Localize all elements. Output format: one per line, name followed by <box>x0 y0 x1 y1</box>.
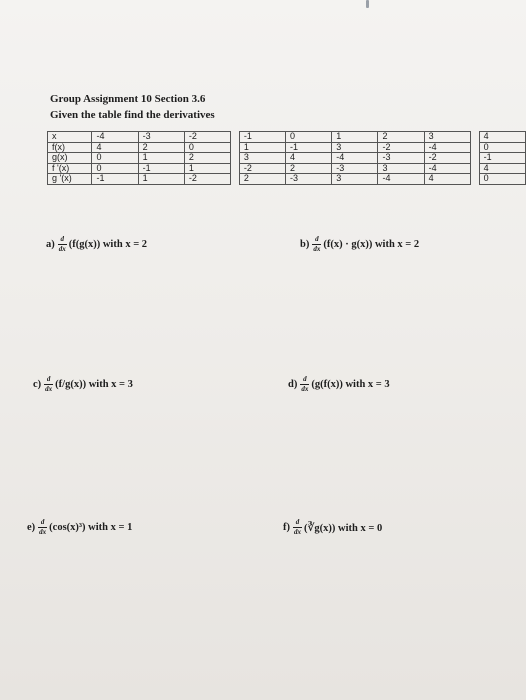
table-cell: -4 <box>378 174 424 185</box>
fraction-numerator: d <box>315 235 319 243</box>
table-cell: -2 <box>184 132 230 143</box>
fraction-numerator: d <box>46 375 51 383</box>
fraction-denominator: dx <box>294 528 301 536</box>
fraction-denominator: dx <box>58 245 66 253</box>
table-cell: 2 <box>378 132 424 143</box>
table-row-fprime <box>48 163 526 174</box>
table-cell: 3 <box>424 132 470 143</box>
derivative-operator <box>293 519 302 536</box>
assignment-instructions: Given the table find the derivatives <box>50 109 215 121</box>
fraction-denominator: dx <box>313 245 321 253</box>
table-cell: 4 <box>424 174 470 185</box>
table-gap <box>470 163 479 174</box>
table-cell: 4 <box>286 153 332 164</box>
table-cell: f '(x) <box>48 163 92 174</box>
table-cell: -3 <box>378 153 424 164</box>
problem-f <box>283 519 382 536</box>
table-cell: 3 <box>332 142 378 153</box>
table-cell: 4 <box>92 142 138 153</box>
problem-c <box>33 376 133 393</box>
table-cell: 1 <box>138 153 184 164</box>
table-row-x <box>48 132 526 143</box>
table-cell: -3 <box>286 174 332 185</box>
table-cell: -3 <box>138 132 184 143</box>
fraction-numerator: d <box>295 518 300 526</box>
problem-d <box>288 376 390 393</box>
table-cell: -1 <box>479 153 525 164</box>
problem-expression: (f(x) · g(x)) with x = 2 <box>323 239 420 250</box>
table-gap <box>470 142 479 153</box>
fraction-numerator: d <box>40 518 45 526</box>
table-cell: g(x) <box>48 153 92 164</box>
derivative-operator <box>58 236 67 253</box>
problem-expression: (cos(x)³) with x = 1 <box>49 522 133 533</box>
derivative-operator <box>300 376 309 393</box>
table-cell: 0 <box>479 174 525 185</box>
problem-label: d) <box>288 379 298 390</box>
table-cell: -3 <box>332 163 378 174</box>
table-gap <box>231 142 240 153</box>
table-gap <box>231 163 240 174</box>
pen-mark <box>366 0 369 8</box>
table-cell: 4 <box>479 163 525 174</box>
problem-label: a) <box>46 239 55 250</box>
table-cell: 2 <box>184 153 230 164</box>
derivative-operator <box>312 236 321 253</box>
table-cell: -1 <box>239 132 285 143</box>
fraction-denominator: dx <box>301 385 309 393</box>
table-cell: -2 <box>239 163 285 174</box>
table-cell: g '(x) <box>48 174 92 185</box>
table-cell: -2 <box>424 153 470 164</box>
table-cell: 0 <box>479 142 525 153</box>
table-cell: f(x) <box>48 142 92 153</box>
derivative-operator <box>38 519 47 536</box>
table-gap <box>231 132 240 143</box>
problem-e <box>27 519 132 536</box>
table-cell: 3 <box>239 153 285 164</box>
table-cell: 0 <box>286 132 332 143</box>
table-row-gprime <box>48 174 526 185</box>
table-cell: -1 <box>138 163 184 174</box>
table-cell: 1 <box>239 142 285 153</box>
fraction-denominator: dx <box>45 385 53 393</box>
problem-a <box>46 236 147 253</box>
problem-expression: (g(f(x)) with x = 3 <box>311 379 390 390</box>
table-cell: 2 <box>286 163 332 174</box>
table-cell: 4 <box>479 132 525 143</box>
table-gap <box>470 174 479 185</box>
table-cell: -4 <box>332 153 378 164</box>
table-cell: -2 <box>378 142 424 153</box>
table-cell: -1 <box>92 174 138 185</box>
table-cell: 0 <box>184 142 230 153</box>
fraction-numerator: d <box>303 375 307 383</box>
derivative-operator <box>44 376 53 393</box>
table-cell: 3 <box>378 163 424 174</box>
assignment-header <box>50 93 215 121</box>
table-gap <box>231 174 240 185</box>
problem-expression: (f/g(x)) with x = 3 <box>55 379 133 390</box>
table-cell: x <box>48 132 92 143</box>
fraction-numerator: d <box>60 235 64 243</box>
table-cell: -2 <box>184 174 230 185</box>
table-row-f <box>48 142 526 153</box>
problem-label: f) <box>283 522 290 533</box>
values-table <box>47 131 526 185</box>
table-cell: -4 <box>424 163 470 174</box>
table-row-g <box>48 153 526 164</box>
table-gap <box>470 132 479 143</box>
table-cell: -1 <box>286 142 332 153</box>
problem-label: b) <box>300 239 310 250</box>
problem-b <box>300 236 419 253</box>
table-cell: 2 <box>138 142 184 153</box>
table-cell: -4 <box>92 132 138 143</box>
table-gap <box>231 153 240 164</box>
table-cell: 1 <box>332 132 378 143</box>
table-cell: 3 <box>332 174 378 185</box>
problem-label: e) <box>27 522 36 533</box>
fraction-denominator: dx <box>39 528 47 536</box>
table-cell: 1 <box>138 174 184 185</box>
table-cell: 2 <box>239 174 285 185</box>
table-gap <box>470 153 479 164</box>
table-cell: 0 <box>92 163 138 174</box>
problem-label: c) <box>33 379 42 390</box>
problem-expression: (f(g(x)) with x = 2 <box>68 239 148 250</box>
table-cell: 1 <box>184 163 230 174</box>
table-cell: 0 <box>92 153 138 164</box>
problem-expression: (∛g(x)) with x = 0 <box>304 522 383 534</box>
assignment-title: Group Assignment 10 Section 3.6 <box>50 93 206 105</box>
table-cell: -4 <box>424 142 470 153</box>
